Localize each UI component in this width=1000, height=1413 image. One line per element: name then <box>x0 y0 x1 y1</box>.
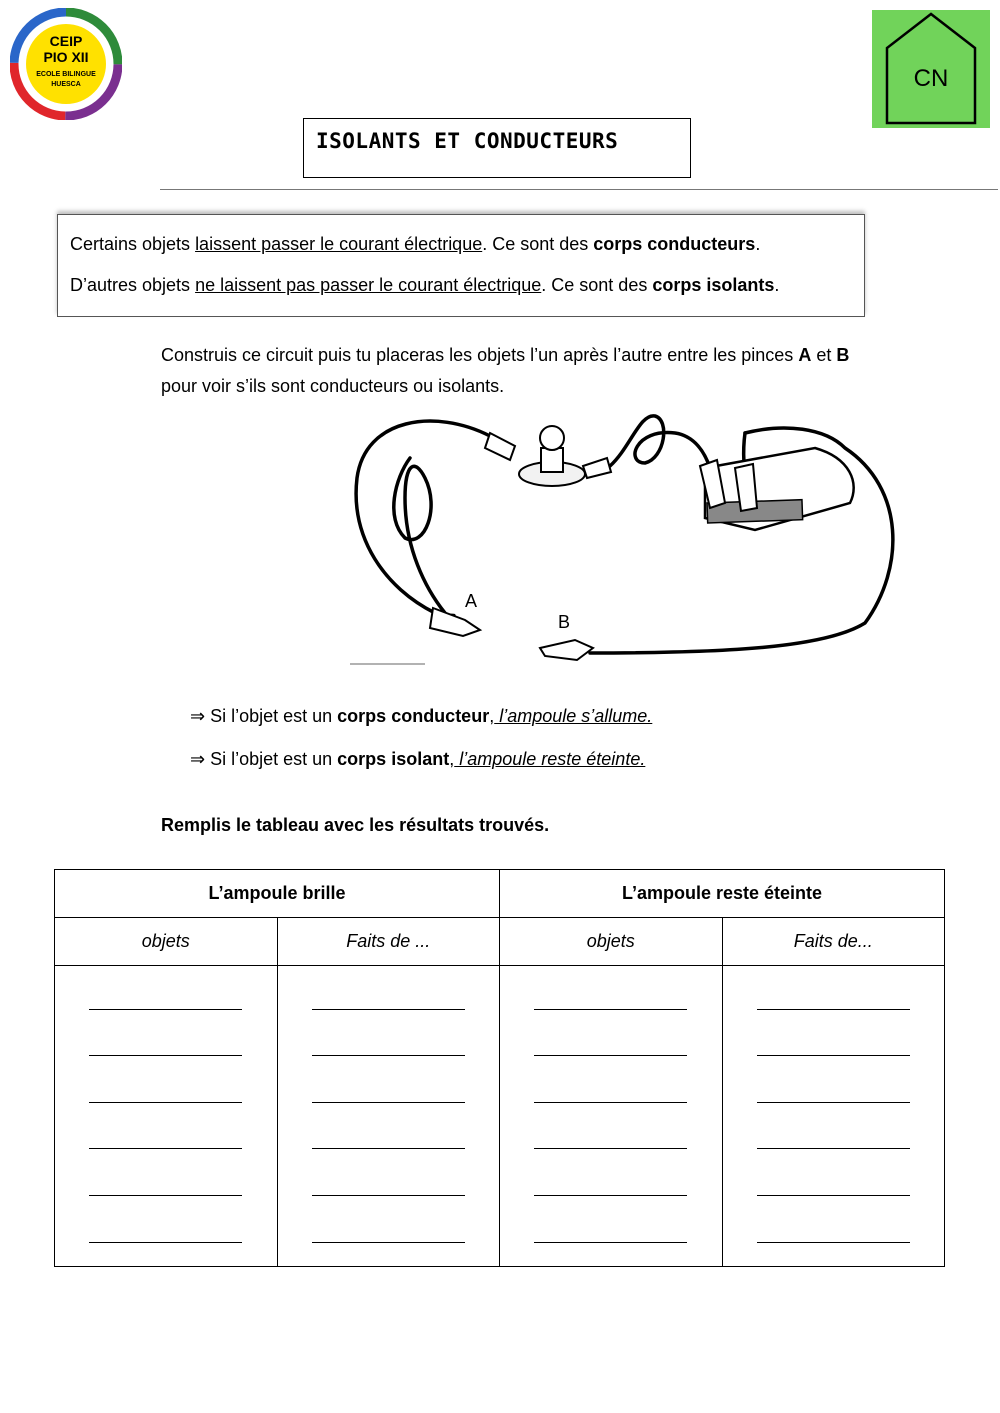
text: pour voir s’ils sont conducteurs ou isolants. <box>161 376 505 396</box>
text: . <box>755 234 761 254</box>
answer-column[interactable] <box>722 966 945 1267</box>
clip-icon <box>485 433 515 460</box>
text: et <box>811 345 837 365</box>
result-text: l’ampoule s’allume. <box>494 706 653 726</box>
bold-term: corps isolant <box>337 749 450 769</box>
bold-term-isolants: corps isolants <box>652 275 775 295</box>
text: Certains objets <box>70 234 196 254</box>
text: Construis ce circuit puis tu placeras les objets l’un après l’autre entre les pinces <box>161 345 799 365</box>
text: , <box>489 706 495 726</box>
subheader-faits: Faits de ... <box>277 918 500 966</box>
pin-b-label: B <box>836 345 850 365</box>
clip-icon <box>583 458 611 478</box>
subheader-objets: objets <box>55 918 278 966</box>
arrow-icon: ⇒ <box>190 749 206 769</box>
subheader-faits: Faits de... <box>722 918 945 966</box>
definition-line-1 <box>70 234 760 255</box>
clip-a-icon <box>430 608 480 636</box>
underlined-text: laissent passer le courant électrique <box>195 234 483 254</box>
text: Si l’objet est un <box>205 706 338 726</box>
title-box <box>303 118 691 178</box>
circuit-label-b: B <box>558 612 571 632</box>
circuit-instruction <box>161 340 861 402</box>
logo-text-3: ECOLE BILINGUE <box>36 71 96 78</box>
page-title: ISOLANTS ET CONDUCTEURS <box>316 129 619 153</box>
subject-badge <box>872 10 990 128</box>
divider <box>160 189 998 190</box>
arrow-icon: ⇒ <box>190 706 206 726</box>
text: . Ce sont des <box>482 234 594 254</box>
result-text: l’ampoule reste éteinte. <box>454 749 646 769</box>
wire-right <box>610 416 710 468</box>
table-instruction: Remplis le tableau avec les résultats trouvés. <box>161 815 550 835</box>
house-icon <box>872 10 990 128</box>
bullet-isolant <box>190 749 645 770</box>
underlined-text: ne laissent pas passer le courant électrique <box>195 275 542 295</box>
text: . <box>774 275 780 295</box>
logo-text-4: HUESCA <box>51 81 81 88</box>
bold-term-conducteurs: corps conducteurs <box>593 234 756 254</box>
bullet-conducteur <box>190 706 652 727</box>
clip-b-icon <box>540 640 593 660</box>
text: , <box>449 749 455 769</box>
text: D’autres objets <box>70 275 196 295</box>
wire-left <box>356 421 490 618</box>
bold-term: corps conducteur <box>337 706 490 726</box>
battery-icon <box>700 448 854 530</box>
school-logo <box>10 8 122 120</box>
logo-text-1: CEIP <box>49 33 83 49</box>
definition-line-2 <box>70 275 779 296</box>
bulb-icon <box>519 426 585 486</box>
subject-label: CN <box>913 65 949 92</box>
logo-text-2: PIO XII <box>43 49 89 65</box>
results-table <box>54 869 945 1267</box>
header-brille: L’ampoule brille <box>55 870 500 918</box>
subheader-objets: objets <box>500 918 723 966</box>
header-eteinte: L’ampoule reste éteinte <box>500 870 945 918</box>
text: . Ce sont des <box>541 275 653 295</box>
pin-a-label: A <box>798 345 812 365</box>
answer-column[interactable] <box>55 966 278 1267</box>
answer-column[interactable] <box>500 966 723 1267</box>
answer-column[interactable] <box>277 966 500 1267</box>
circuit-illustration <box>345 408 910 670</box>
definition-box <box>57 214 865 317</box>
circuit-label-a: A <box>465 591 478 611</box>
text: Si l’objet est un <box>205 749 338 769</box>
